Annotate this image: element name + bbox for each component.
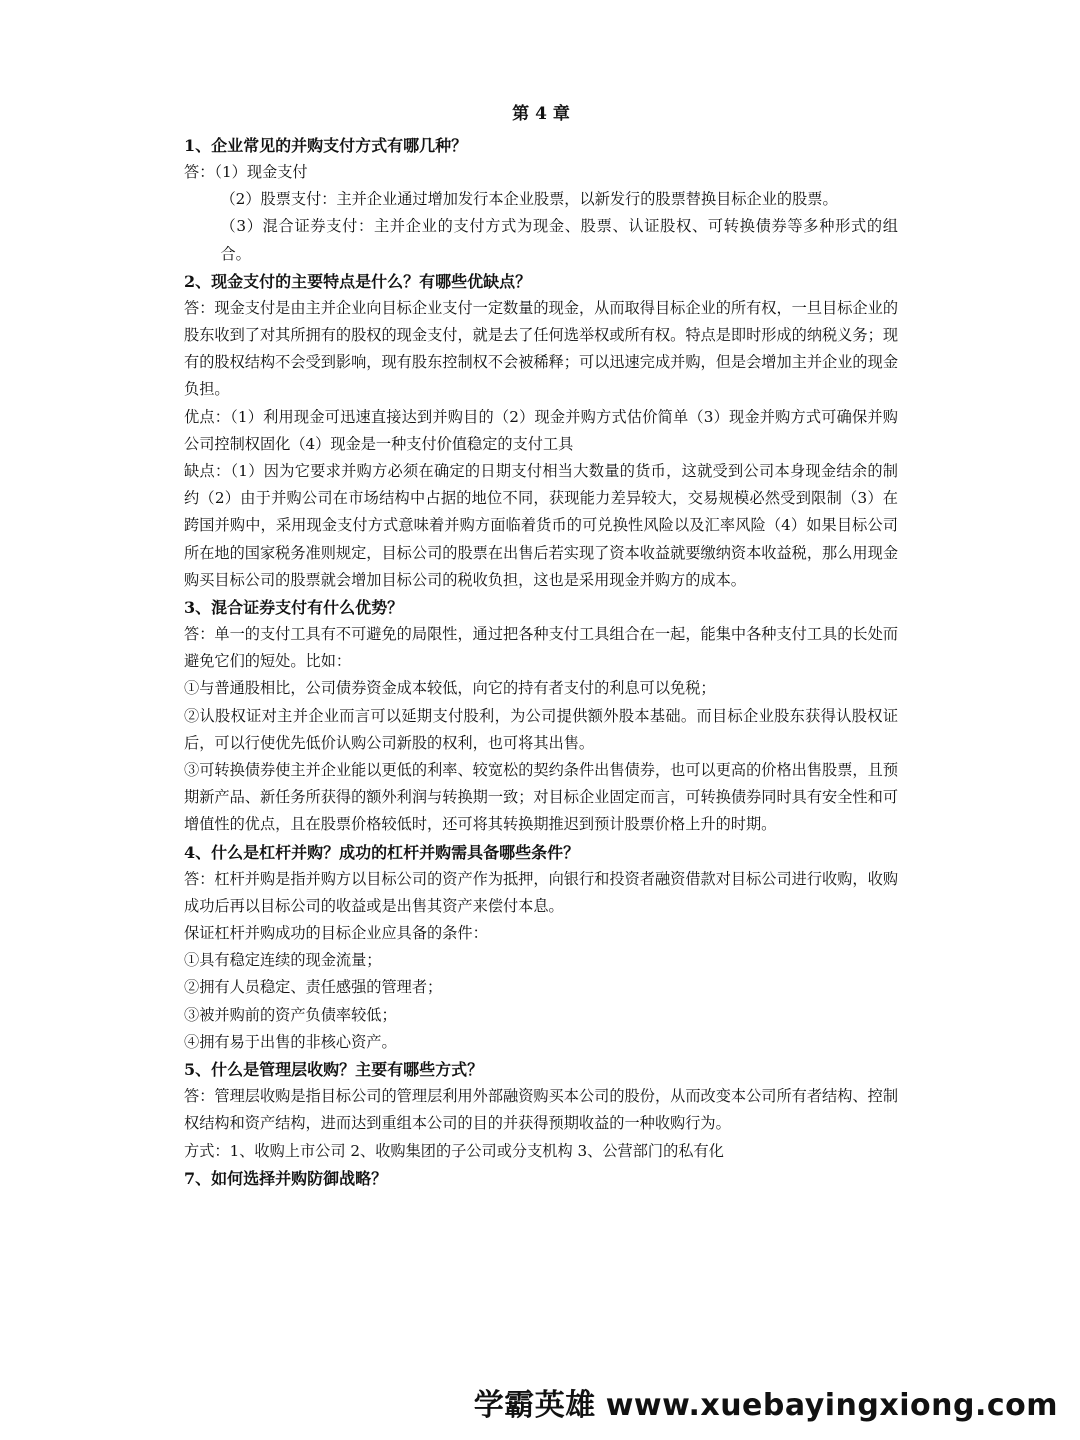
answer-3-point-1: ①与普通股相比，公司债券资金成本较低，向它的持有者支付的利息可以免税；: [184, 679, 716, 698]
question-2: 2、现金支付的主要特点是什么？有哪些优缺点？: [184, 271, 532, 291]
watermark-brand: 学霸英雄: [473, 1388, 596, 1423]
question-5: 5、什么是管理层收购？主要有哪些方式？: [184, 1060, 484, 1080]
answer-3-point-2: ②认股权证对主并企业而言可以延期支付股利，为公司提供额外股本基础。而目标企业股东获得认股权证后，可以行使优先低价认购公司新股的权利，也可将其出售。: [184, 706, 898, 752]
answer-4: 答：杠杆并购是指并购方以目标公司的资产作为抵押，向银行和投资者融资借款对目标公司进行收购，收购成功后再以目标公司的收益或是出售其资产来偿付本息。: [184, 869, 898, 915]
answer-1-line-1: 答：（1）现金支付: [184, 163, 308, 181]
answer-4-condition-4: ④拥有易于出售的非核心资产。: [184, 1032, 397, 1051]
question-1: 1、企业常见的并购支付方式有哪几种？: [184, 136, 468, 155]
chapter-title: 第 4 章: [512, 104, 570, 124]
answer-3-point-3: ③可转换债券使主并企业能以更低的利率、较宽松的契约条件出售债券，也可以更高的价格出售股票，且预期新产品、新任务所获得的额外利润与转换期一致；对目标企业固定而言，可转换债券同时具有安全性和可增值性的优点，且在股票价格较低时，还可将其转换期推迟到预计股票价格上升的时期。: [184, 761, 898, 834]
answer-5-methods: 方式：1、收购上市公司 2、收购集团的子公司或分支机构 3、公营部门的私有化: [184, 1141, 724, 1160]
answer-4-condition-1: ①具有稳定连续的现金流量；: [184, 951, 382, 970]
answer-1-line-2: （2）股票支付：主并企业通过增加发行本企业股票，以新发行的股票替换目标企业的股票。: [220, 190, 838, 209]
answer-3: 答：单一的支付工具有不可避免的局限性，通过把各种支付工具组合在一起，能集中各种支付工具的长处而避免它们的短处。比如：: [184, 625, 898, 671]
answer-4-condition-3: ③被并购前的资产负债率较低；: [184, 1005, 397, 1024]
answer-4-conditions-intro: 保证杠杆并购成功的目标企业应具备的条件：: [184, 924, 488, 943]
site-watermark: [474, 1380, 1058, 1424]
answer-2-disadvantages: 缺点：（1）因为它要求并购方必须在确定的日期支付相当大数量的货币，这就受到公司本身现金结余的制约（2）由于并购公司在市场结构中占据的地位不同，获现能力差异较大，交易规模必然受到限制（3）在跨国并购中，采用现金支付方式意味着并购方面临着货币的可兑换性风险以及汇率风险（4）如果目标公司所在地的国家税务准则规定，目标公司的股票在出售后若实现了资本收益就要缴纳资本收益税，那么用现金购买目标公司的股票就会增加目标公司的税收负担，这也是采用现金并购方的成本。: [184, 462, 898, 589]
question-3: 3、混合证券支付有什么优势？: [184, 598, 404, 618]
question-4: 4、什么是杠杆并购？成功的杠杆并购需具备哪些条件？: [184, 842, 580, 862]
answer-4-condition-2: ②拥有人员稳定、责任感强的管理者；: [184, 978, 443, 997]
answer-2: 答：现金支付是由主并企业向目标企业支付一定数量的现金，从而取得目标企业的所有权，一旦目标企业的股东收到了对其所拥有的股权的现金支付，就是去了任何选举权或所有权。特点是即时形成的纳税义务；现有的股权结构不会受到影响，现有股东控制权不会被稀释；可以迅速完成并购，但是会增加主并企业的现金负担。: [184, 298, 898, 399]
answer-5: 答：管理层收购是指目标公司的管理层利用外部融资购买本公司的股份，从而改变本公司所有者结构、控制权结构和资产结构，进而达到重组本公司的目的并获得预期收益的一种收购行为。: [184, 1087, 898, 1133]
watermark-url: www.xuebayingxiong.com: [605, 1388, 1058, 1423]
document-body: [184, 100, 898, 1192]
answer-1-line-3: （3）混合证券支付：主并企业的支付方式为现金、股票、认证股权、可转换债券等多种形式的组合。: [220, 217, 898, 263]
question-7: 7、如何选择并购防御战略？: [184, 1168, 388, 1188]
answer-2-advantages: 优点：（1）利用现金可迅速直接达到并购目的（2）现金并购方式估价简单（3）现金并购方式可确保并购公司控制权固化（4）现金是一种支付价值稳定的支付工具: [184, 407, 898, 453]
